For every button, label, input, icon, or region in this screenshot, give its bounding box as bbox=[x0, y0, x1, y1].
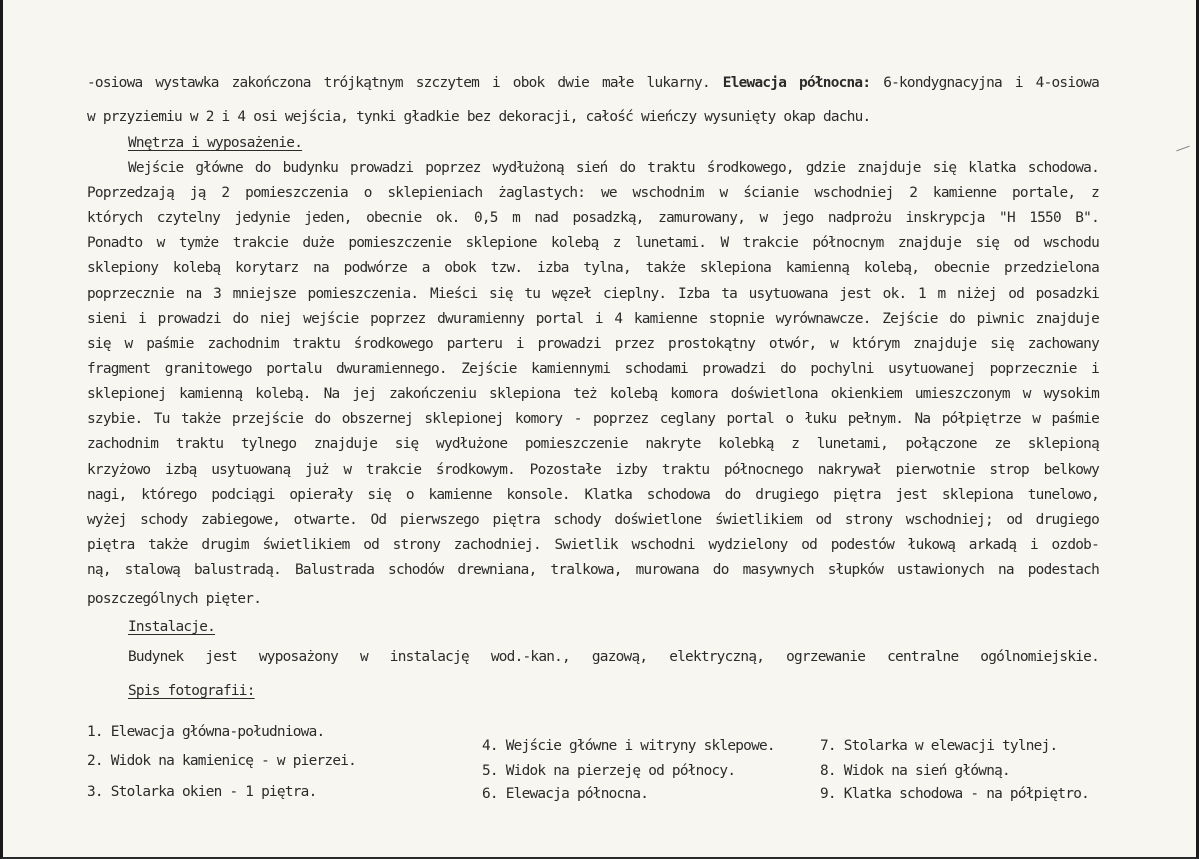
text-line: krzyżowo izbą usytuowaną już w trakcie środkowym. Pozostałe izby traktu północnego nakrywał pierwotnie strop belkowy bbox=[87, 462, 1099, 478]
text-line: szybie. Tu także przejście do obszernej sklepionej komory - poprzez ceglany portal o łuku pełnym. Na półpiętrze w paśmie bbox=[87, 411, 1099, 427]
text-line: poszczególnych pięter. bbox=[87, 591, 262, 607]
list-item: 6. Elewacja północna. bbox=[482, 786, 649, 802]
section-heading-installations: Instalacje. bbox=[128, 619, 216, 635]
text-line: Budynek jest wyposażony w instalację wod.-kan., gazową, elektryczną, ogrzewanie centralne ogólnomiejskie. bbox=[128, 649, 1099, 665]
list-item: 2. Widok na kamienicę - w pierzei. bbox=[87, 753, 357, 769]
text-line: Poprzedzają ją 2 pomieszczenia o sklepieniach żaglastych: we wschodnim w ścianie wschodniej 2 kamienne portale, z bbox=[87, 185, 1099, 201]
list-item: 3. Stolarka okien - 1 piętra. bbox=[87, 784, 317, 800]
bold-label-north-elevation: Elewacja północna: bbox=[722, 75, 871, 91]
list-item: 9. Klatka schodowa - na półpiętro. bbox=[820, 786, 1090, 802]
text-line: których czytelny jedynie jeden, obecnie ok. 0,5 m nad posadzką, zamurowany, w jego nadprożu inskrypcja "H 1550 B". bbox=[87, 210, 1099, 226]
list-item: 7. Stolarka w elewacji tylnej. bbox=[820, 738, 1058, 754]
text-line: ną, stalową balustradą. Balustrada schodów drewniana, tralkowa, murowana do masywnych słupków ustawionych na podestach bbox=[87, 562, 1099, 578]
text-line: sklepionej kamienną kolebą. Na jej zakończeniu sklepiona też kolebą komora doświetlona okienkiem umieszczonym w wysokim bbox=[87, 386, 1099, 402]
text-line: fragment granitowego portalu dwuramiennego. Zejście kamiennymi schodami prowadzi do pochylni usytuowanej poprzecznie i bbox=[87, 361, 1099, 377]
text-line: -osiowa wystawka zakończona trójkątnym szczytem i obok dwie małe lukarny. Elewacja północna: 6-kondygnacyjna i 4-osiowa bbox=[87, 75, 1099, 91]
text-line: Ponadto w tymże trakcie duże pomieszczenie sklepione kolebą z lunetami. W trakcie północnym znajduje się od wschodu bbox=[87, 235, 1099, 251]
list-item: 1. Elewacja główna-południowa. bbox=[87, 724, 325, 740]
text-line: sieni i prowadzi do niej wejście poprzez dwuramienny portal i 4 kamienne stopnie wyrównawcze. Zejście do piwnic znajduje bbox=[87, 311, 1099, 327]
text-line: wyżej schody zabiegowe, otwarte. Od pierwszego piętra schody doświetlone świetlikiem od strony wschodniej; od drugiego bbox=[87, 512, 1099, 528]
section-heading-interiors: Wnętrza i wyposażenie. bbox=[128, 135, 303, 151]
text-line: sklepiony kolebą korytarz na podwórze a obok tzw. izba tylna, także sklepiona kamienną kolebą, obecnie przedzielona bbox=[87, 260, 1099, 276]
text-line: nagi, którego podciągi opierały się o kamienne konsole. Klatka schodowa do drugiego piętra jest sklepiona tunelowo, bbox=[87, 487, 1099, 503]
text-line: piętra także drugim świetlikiem od strony zachodniej. Swietlik wschodni wydzielony od podestów łukową arkadą i ozdob- bbox=[87, 537, 1099, 553]
text-line: poprzecznie na 3 mniejsze pomieszczenia. Mieści się tu węzeł cieplny. Izba ta usytuowana jest ok. 1 m niżej od posadzki bbox=[87, 286, 1099, 302]
text-line: Wejście główne do budynku prowadzi poprzez wydłużoną sień do traktu środkowego, gdzie znajduje się klatka schodowa. bbox=[128, 160, 1099, 176]
section-heading-photos: Spis fotografii: bbox=[128, 683, 255, 699]
text-line: w przyziemiu w 2 i 4 osi wejścia, tynki gładkie bez dekoracji, całość wieńczy wysunięty okap dachu. bbox=[87, 109, 871, 125]
text-line: zachodnim traktu tylnego znajduje się wydłużone pomieszczenie nakryte kolebką z lunetami, połączone ze sklepioną bbox=[87, 436, 1099, 452]
list-item: 8. Widok na sień główną. bbox=[820, 763, 1010, 779]
margin-pen-mark bbox=[1176, 146, 1189, 152]
list-item: 4. Wejście główne i witryny sklepowe. bbox=[482, 738, 775, 754]
text-line: się w paśmie zachodnim traktu środkowego parteru i prowadzi przez prostokątny otwór, w którym znajduje się zachowany bbox=[87, 336, 1099, 352]
list-item: 5. Widok na pierzeję od północy. bbox=[482, 763, 736, 779]
